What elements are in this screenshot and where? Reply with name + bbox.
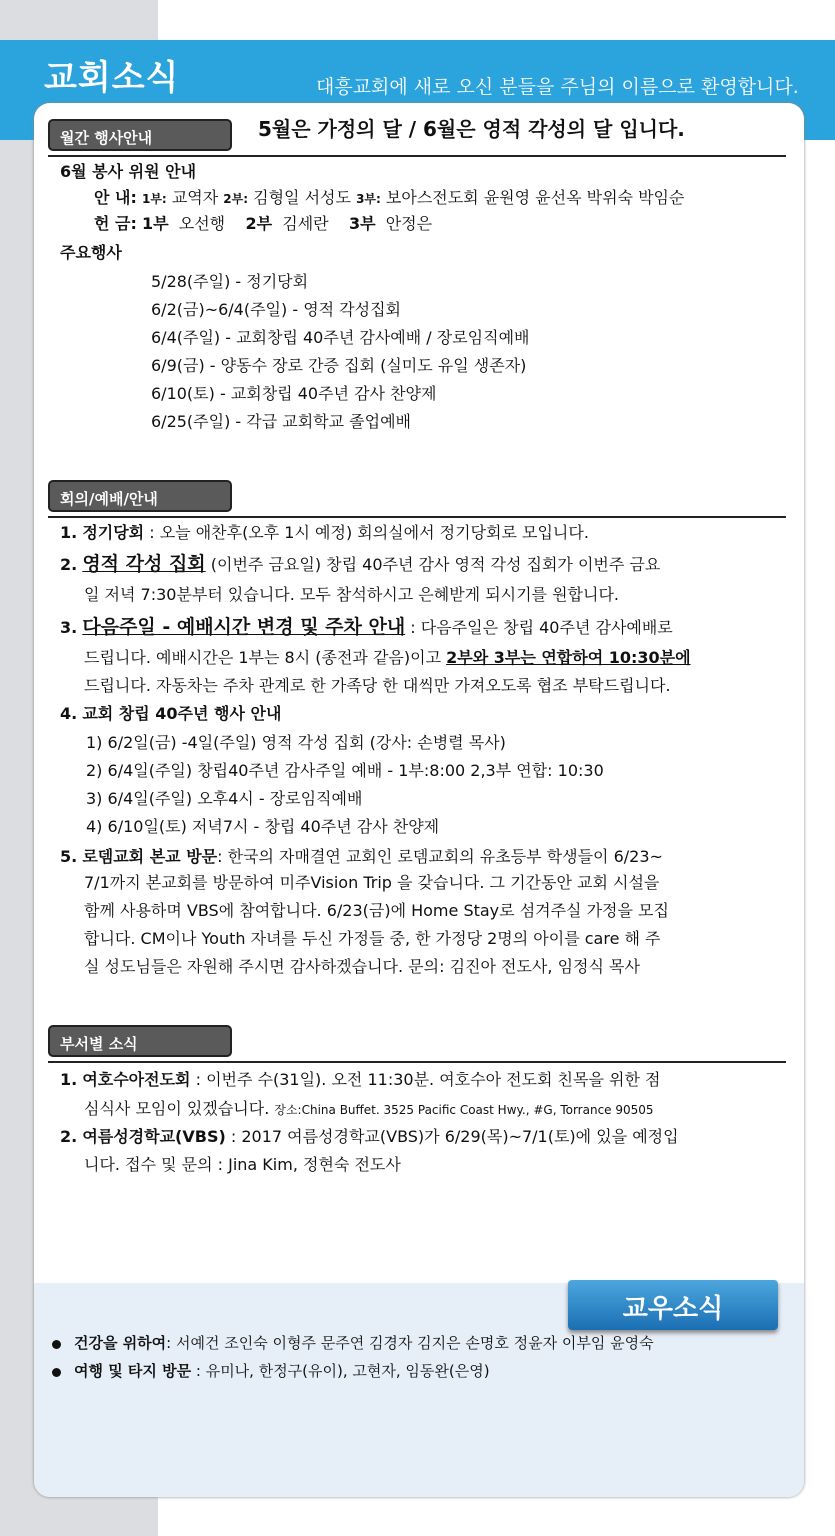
event-item: 6/9(금) - 양동수 장로 간증 집회 (실미도 유일 생존자) <box>151 356 527 375</box>
meeting-item-2-line2: 일 저녁 7:30분부터 있습니다. 모두 참석하시고 은혜받게 되시기를 원합니다. <box>84 585 620 604</box>
member-news-item: 여행 및 타지 방문 : 유미나, 한정구(유이), 고현자, 임동완(은영) <box>74 1362 490 1380</box>
department-item-2-line2: 니다. 접수 및 문의 : Jina Kim, 정현숙 전도사 <box>84 1155 401 1174</box>
section-label-meetings: 회의/예배/안내 <box>48 480 232 512</box>
events-list <box>151 268 529 436</box>
schedule-item: 4) 6/10일(토) 저녁7시 - 창립 40주년 감사 찬양제 <box>86 817 440 836</box>
bullet-icon <box>52 1368 61 1377</box>
welcome-subtitle: 대흥교회에 새로 오신 분들을 주님의 이름으로 환영합니다. <box>316 76 799 98</box>
member-news-item: 건강을 위하여: 서예건 조인숙 이형주 문주연 김경자 김지은 손명호 정윤자 이부임 윤영숙 <box>74 1334 654 1352</box>
section-label-monthly: 월간 행사안내 <box>48 119 232 151</box>
monthly-headline: 5월은 가정의 달 / 6월은 영적 각성의 달 입니다. <box>258 117 685 141</box>
meeting-item-4: 4. 교회 창립 40주년 행사 안내 <box>60 704 282 723</box>
meeting-item-5: 5. 로뎀교회 본교 방문: 한국의 자매결연 교회인 로뎀교회의 유초등부 학생들이 6/23~ <box>60 847 663 866</box>
department-item-1-line2: 심식사 모임이 있겠습니다. 장소:China Buffet. 3525 Pacific Coast Hwy., #G, Torrance 90505 <box>84 1099 654 1118</box>
event-item: 6/25(주일) - 각급 교회학교 졸업예배 <box>151 412 412 431</box>
bullet-icon <box>52 1340 61 1349</box>
meeting-item-3: 3. 다음주일 - 예배시간 변경 및 주차 안내 : 다음주일은 창립 40주년 감사예배로 <box>60 616 673 638</box>
event-item: 5/28(주일) - 정기당회 <box>151 272 309 291</box>
members-news-badge: 교우소식 <box>568 1280 778 1330</box>
page-title: 교회소식 <box>44 58 180 98</box>
schedule-item: 2) 6/4일(주일) 창립40주년 감사주일 예배 - 1부:8:00 2,3부 연합: 10:30 <box>86 761 604 780</box>
schedule-item: 3) 6/4일(주일) 오후4시 - 장로임직예배 <box>86 789 363 808</box>
event-item: 6/2(금)~6/4(주일) - 영적 각성집회 <box>151 300 402 319</box>
schedule-item: 1) 6/2일(금) -4일(주일) 영적 각성 집회 (강사: 손병렬 목사) <box>86 733 506 752</box>
section-rule <box>48 1061 786 1063</box>
meeting-item-3-line3: 드립니다. 자동차는 주차 관계로 한 가족당 한 대씩만 가져오도록 협조 부탁드립니다. <box>84 676 671 695</box>
department-item-2: 2. 여름성경학교(VBS) : 2017 여름성경학교(VBS)가 6/29(목)~7/1(토)에 있을 예정입 <box>60 1127 679 1146</box>
meeting-item-3-line2: 드립니다. 예배시간은 1부는 8시 (종전과 같음)이고 2부와 3부는 연합하여 10:30분에 <box>84 648 691 667</box>
section-rule <box>48 516 786 518</box>
meeting-item-2: 2. 영적 각성 집회 (이번주 금요일) 창립 40주년 감사 영적 각성 집회가 이번주 금요 <box>60 553 661 575</box>
meeting-item-5-body: 7/1까지 본교회를 방문하여 미주Vision Trip 을 갖습니다. 그 기간동안 교회 시설을 함께 사용하며 VBS에 참여합니다. 6/23(금)에 Home Stay로 섬겨주실 가정을 모집 합니다. CM이나 Youth 자녀를 두신 가정들 중, 한 가정당 2명의 아이를 care 해 주 실 성도님들은 자원해 주시면 감사하겠습니다. 문의: 김진아 전도사, 임정식 목사 <box>84 873 669 976</box>
event-item: 6/4(주일) - 교회창립 40주년 감사예배 / 장로임직예배 <box>151 328 530 347</box>
meeting-item-1: 1. 정기당회 : 오늘 애찬후(오후 1시 예정) 회의실에서 정기당회로 모입니다. <box>60 523 589 542</box>
guide-row: 안 내: 1부: 교역자 2부: 김형일 서성도 3부: 보아스전도회 윤원영 윤선옥 박위숙 박임순 <box>94 188 685 207</box>
volunteers-title: 6월 봉사 위원 안내 <box>60 162 197 181</box>
section-label-departments: 부서별 소식 <box>48 1025 232 1057</box>
anniversary-schedule <box>86 729 604 841</box>
events-title: 주요행사 <box>60 243 122 262</box>
section-rule <box>48 155 786 157</box>
offering-row: 헌 금: 1부 오선행 2부 김세란 3부 안정은 <box>94 214 433 233</box>
department-item-1: 1. 여호수아전도회 : 이번주 수(31일). 오전 11:30분. 여호수아 전도회 친목을 위한 점 <box>60 1070 661 1089</box>
event-item: 6/10(토) - 교회창립 40주년 감사 찬양제 <box>151 384 437 403</box>
